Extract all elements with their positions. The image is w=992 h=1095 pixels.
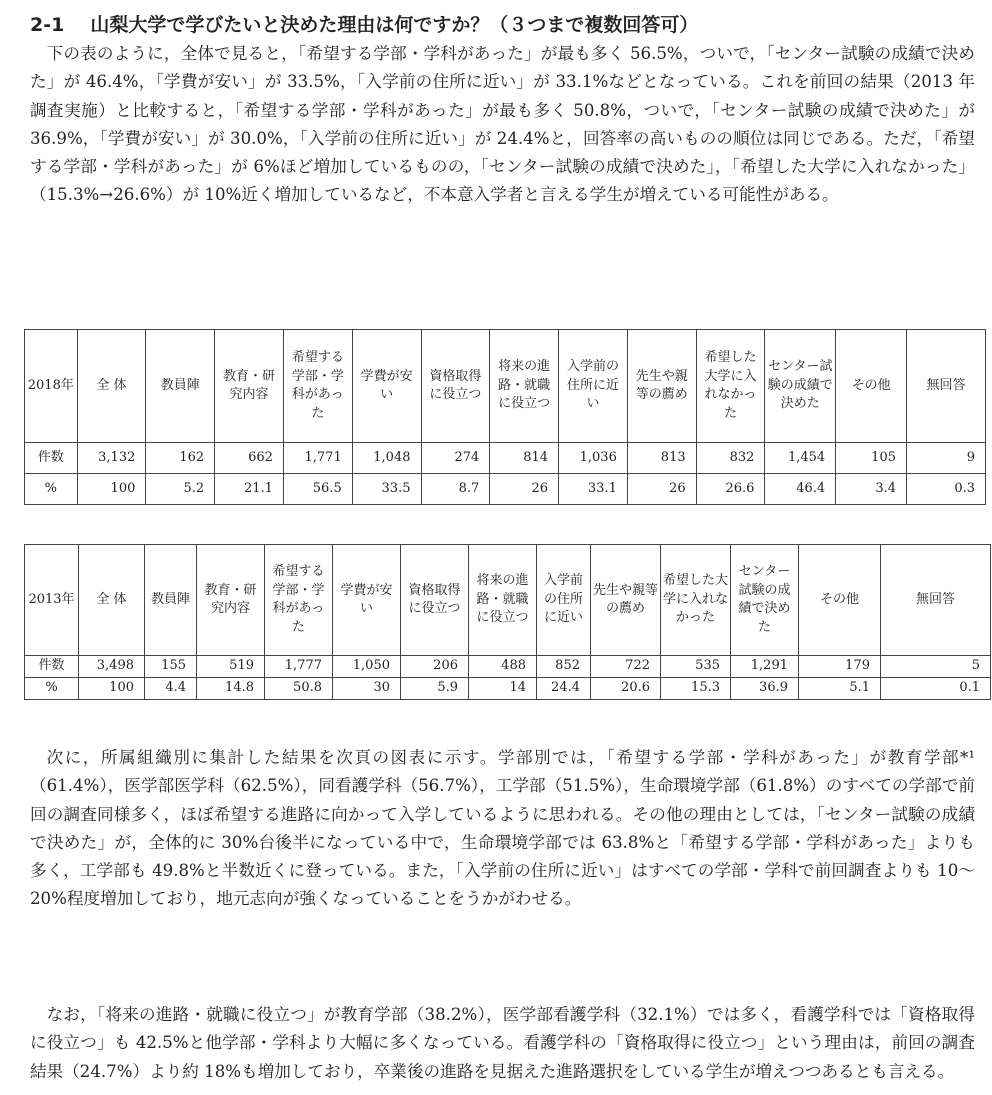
value-cell: 206	[401, 656, 469, 678]
year-cell: 2013年	[25, 545, 79, 656]
table-row	[25, 656, 991, 678]
value-cell: 4.4	[145, 678, 197, 700]
value-cell: 1,050	[333, 656, 401, 678]
header-cell: 希望した大学に入れなかった	[661, 545, 731, 656]
value-cell: 0.1	[881, 678, 991, 700]
header-cell: 学費が安い	[333, 545, 401, 656]
table-header-row	[25, 545, 991, 656]
paragraph-nursing: なお，「将来の進路・就職に役立つ」が教育学部（38.2%），医学部看護学科（32.1%）では多く，看護学科では「資格取得に役立つ」も 42.5%と他学部・学科より大幅に多くなっている。看護学科の「資格取得に役立つ」という理由は，前回の調査結果（24.7%）より約 18%も増加しており，卒業後の進路を見据えた進路選択をしている学生が増えつつあるとも言える。	[30, 1005, 975, 1081]
value-cell: 30	[333, 678, 401, 700]
table-2013	[24, 544, 991, 700]
header-cell: 入学前の住所に近い	[537, 545, 591, 656]
value-cell: 1,777	[265, 656, 333, 678]
value-cell: 20.6	[591, 678, 661, 700]
row-label: %	[25, 474, 78, 505]
value-cell: 488	[469, 656, 537, 678]
table-row	[25, 474, 986, 505]
value-cell: 162	[146, 443, 215, 474]
value-cell: 14.8	[197, 678, 265, 700]
section-number: 2-1	[30, 14, 65, 36]
section-title: 山梨大学で学びたいと決めた理由は何ですか？（３つまで複数回答可）	[90, 14, 699, 36]
table-row	[25, 678, 991, 700]
value-cell: 519	[197, 656, 265, 678]
value-cell: 0.3	[907, 474, 986, 505]
year-cell: 2018年	[25, 330, 78, 443]
header-cell: 先生や親等の薦め	[627, 330, 696, 443]
header-cell: センター試験の成績で決めた	[765, 330, 836, 443]
value-cell: 535	[661, 656, 731, 678]
table-2018	[24, 329, 986, 505]
value-cell: 1,291	[731, 656, 799, 678]
value-cell: 813	[627, 443, 696, 474]
value-cell: 3,498	[79, 656, 145, 678]
value-cell: 722	[591, 656, 661, 678]
value-cell: 3.4	[836, 474, 907, 505]
header-cell: その他	[799, 545, 881, 656]
value-cell: 100	[79, 678, 145, 700]
header-cell: 資格取得に役立つ	[401, 545, 469, 656]
header-cell: 教員陣	[145, 545, 197, 656]
row-label: 件数	[25, 443, 78, 474]
header-cell: 将来の進路・就職に役立つ	[469, 545, 537, 656]
value-cell: 832	[696, 443, 765, 474]
header-cell: 学費が安い	[352, 330, 421, 443]
value-cell: 155	[145, 656, 197, 678]
header-cell: 資格取得に役立つ	[421, 330, 490, 443]
value-cell: 14	[469, 678, 537, 700]
header-cell: 教員陣	[146, 330, 215, 443]
value-cell: 5.1	[799, 678, 881, 700]
header-cell: 先生や親等の薦め	[591, 545, 661, 656]
value-cell: 46.4	[765, 474, 836, 505]
value-cell: 26	[627, 474, 696, 505]
row-label: 件数	[25, 656, 79, 678]
value-cell: 8.7	[421, 474, 490, 505]
value-cell: 21.1	[215, 474, 284, 505]
header-cell: 入学前の住所に近い	[559, 330, 628, 443]
paragraph-overview: 下の表のように，全体で見ると，「希望する学部・学科があった」が最も多く 56.5%，ついで，「センター試験の成績で決めた」が 46.4%，「学費が安い」が 33.5%，「入学前の住所に近い」が 33.1%などとなっている。これを前回の結果（2013 年調査実施）と比較すると，「希望する学部・学科があった」が最も多く 50.8%，ついで，「センター試験の成績で決めた」が 36.9%，「学費が安い」が 30.0%，「入学前の住所に近い」が 24.4%と，回答率の高いものの順位は同じである。ただ，「希望する学部・学科があった」が 6%ほど増加しているものの，「センター試験の成績で決めた」，「希望した大学に入れなかった」（15.3%→26.6%）が 10%近く増加しているなど，不本意入学者と言える学生が増えている可能性がある。	[30, 44, 975, 205]
value-cell: 5.2	[146, 474, 215, 505]
header-cell: 全 体	[77, 330, 146, 443]
value-cell: 105	[836, 443, 907, 474]
row-label: %	[25, 678, 79, 700]
header-cell: 希望する学部・学科があった	[283, 330, 352, 443]
header-cell: 全 体	[79, 545, 145, 656]
value-cell: 852	[537, 656, 591, 678]
value-cell: 50.8	[265, 678, 333, 700]
table-row	[25, 443, 986, 474]
header-cell: その他	[836, 330, 907, 443]
value-cell: 56.5	[283, 474, 352, 505]
value-cell: 274	[421, 443, 490, 474]
header-cell: センター試験の成績で決めた	[731, 545, 799, 656]
value-cell: 814	[490, 443, 559, 474]
header-cell: 教育・研究内容	[215, 330, 284, 443]
header-cell: 将来の進路・就職に役立つ	[490, 330, 559, 443]
value-cell: 5	[881, 656, 991, 678]
value-cell: 1,048	[352, 443, 421, 474]
value-cell: 3,132	[77, 443, 146, 474]
value-cell: 1,036	[559, 443, 628, 474]
header-cell: 希望する学部・学科があった	[265, 545, 333, 656]
section-heading	[30, 12, 980, 38]
header-cell: 教育・研究内容	[197, 545, 265, 656]
value-cell: 26.6	[696, 474, 765, 505]
value-cell: 179	[799, 656, 881, 678]
paragraph-by-faculty: 次に，所属組織別に集計した結果を次頁の図表に示す。学部別では，「希望する学部・学科があった」が教育学部*¹（61.4%），医学部医学科（62.5%），同看護学科（56.7%），工学部（51.5%），生命環境学部（61.8%）のすべての学部で前回の調査同様多く，ほぼ希望する進路に向かって入学しているように思われる。その他の理由としては，「センター試験の成績で決めた」が，全体的に 30%台後半になっている中で，生命環境学部では 63.8%と「希望する学部・学科があった」よりも多く，工学部も 49.8%と半数近くに登っている。また，「入学前の住所に近い」はすべての学部・学科で前回調査よりも 10～20%程度増加しており，地元志向が強くなっていることをうかがわせる。	[30, 748, 975, 909]
header-cell: 無回答	[907, 330, 986, 443]
value-cell: 1,771	[283, 443, 352, 474]
value-cell: 662	[215, 443, 284, 474]
value-cell: 5.9	[401, 678, 469, 700]
value-cell: 15.3	[661, 678, 731, 700]
value-cell: 26	[490, 474, 559, 505]
header-cell: 無回答	[881, 545, 991, 656]
value-cell: 24.4	[537, 678, 591, 700]
value-cell: 1,454	[765, 443, 836, 474]
value-cell: 33.5	[352, 474, 421, 505]
value-cell: 33.1	[559, 474, 628, 505]
value-cell: 9	[907, 443, 986, 474]
value-cell: 100	[77, 474, 146, 505]
table-header-row	[25, 330, 986, 443]
header-cell: 希望した大学に入れなかった	[696, 330, 765, 443]
value-cell: 36.9	[731, 678, 799, 700]
